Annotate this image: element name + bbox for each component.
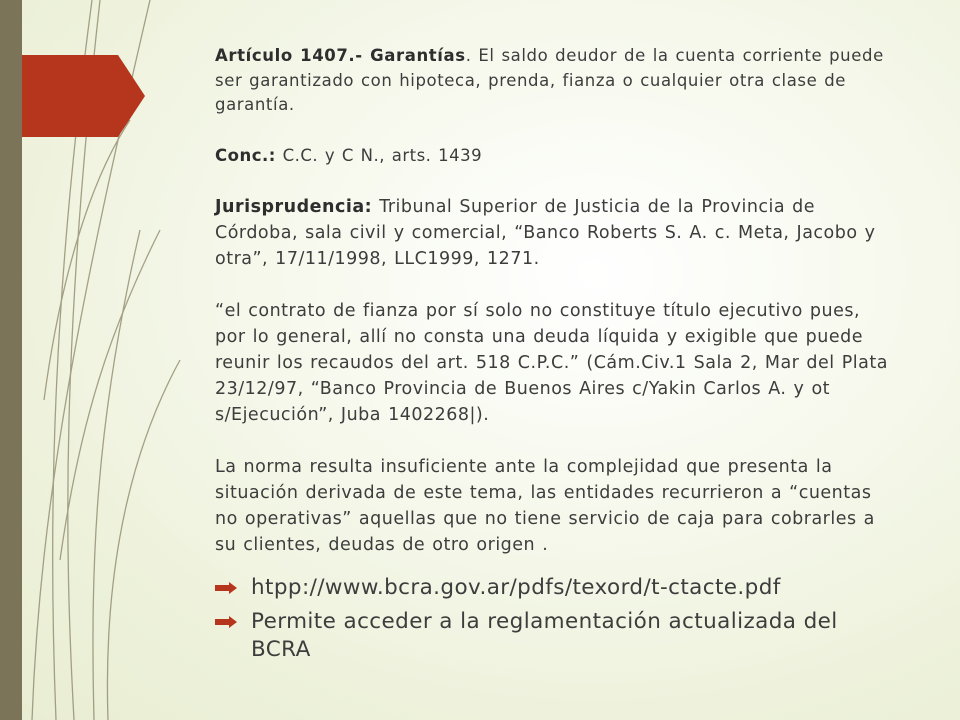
article-text: . El saldo deudor de la cuenta corriente puede ser garantizado con hipoteca, prenda, fianza o cualquier otra clase de garantía. bbox=[215, 46, 884, 114]
article-paragraph bbox=[215, 44, 895, 118]
norma-paragraph: La norma resulta insuficiente ante la complejidad que presenta la situación derivada de este tema, las entidades recurrieron a “cuentas no operativas” aquellas que no tiene servicio de caja para cobrarles a su clientes, deudas de otro origen . bbox=[215, 456, 875, 555]
bullet-link-item[interactable] bbox=[215, 574, 895, 602]
bullet-text: Permite acceder a la reglamentación actualizada del BCRA bbox=[251, 609, 838, 662]
decorative-lines bbox=[0, 0, 200, 720]
conc-paragraph bbox=[215, 144, 895, 168]
bullet-item bbox=[215, 608, 895, 664]
quote-paragraph: “el contrato de fianza por sí solo no constituye título ejecutivo pues, por lo general, allí no consta una deuda líquida y exigible que puede reunir los recaudos del art. 518 C.P.C.” (Cám.Civ.1 Sala 2, Mar del Plata 23/12/97, “Banco Provincia de Buenos Aires c/Yakin Carlos A. y ot s/Ejecución”, Juba 1402268|). bbox=[215, 300, 888, 425]
main-text bbox=[215, 44, 895, 584]
jurisprudencia-text: Tribunal Superior de Justicia de la Provincia de Córdoba, sala civil y comercial, “Banco Roberts S. A. c. Meta, Jacobo y otra”, 17/11/1998, LLC1999, 1271. bbox=[215, 196, 876, 269]
jurisprudencia-paragraph bbox=[215, 194, 895, 272]
arrow-right-icon bbox=[215, 616, 237, 628]
article-title: Artículo 1407.- Garantías bbox=[215, 46, 466, 65]
arrow-right-icon bbox=[215, 582, 237, 594]
bullet-list bbox=[215, 574, 895, 670]
conc-text: C.C. y C N., arts. 1439 bbox=[275, 145, 483, 165]
bcra-link[interactable]: htpp://www.bcra.gov.ar/pdfs/texord/t-ctacte.pdf bbox=[251, 575, 781, 600]
jurisprudencia-label: Jurisprudencia: bbox=[215, 196, 373, 217]
conc-label: Conc.: bbox=[215, 145, 276, 165]
